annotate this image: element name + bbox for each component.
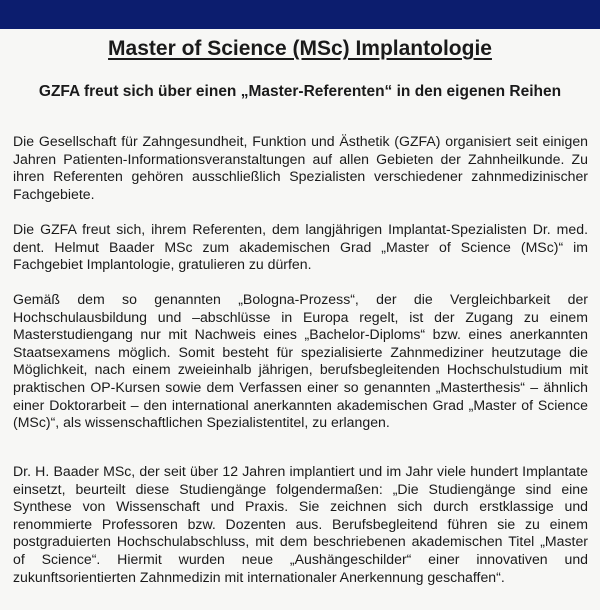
article-page [0, 29, 600, 610]
paragraph-baader-quote: Dr. H. Baader MSc, der seit über 12 Jahren implantiert und im Jahr viele hundert Implantate einsetzt, beurteilt diese Studiengänge folgendermaßen: „Die Studiengänge sind eine Synthese von Wissenschaft und Praxis. Sie zeichnen sich durch erstklassige und renommierte Professoren bzw. Dozenten aus. Berufsbegleitend führen sie zu einem postgraduierten Hochschulabschluss, mit dem beschriebenen akademischen Titel „Master of Science“. Hiermit wurden neue „Aushängeschilder“ einer innovativen und zukunftsorientierten Zahnmedizin mit internationaler Anerkennung geschaffen“. [13, 463, 588, 585]
paragraph-congratulations: Die GZFA freut sich, ihrem Referenten, dem langjährigen Implantat-Spezialisten Dr. med. dent. Helmut Baader MSc zum akademischen Grad „Master of Science (MSc)“ im Fachgebiet Implantologie, gratulieren zu dürfen. [13, 221, 588, 273]
paragraph-gzfa-intro: Die Gesellschaft für Zahngesundheit, Funktion und Ästhetik (GZFA) organisiert seit einigen Jahren Patienten-Informationsveranstaltungen auf allen Gebieten der Zahnheilkunde. Zu ihren Referenten gehören ausschließlich Spezialisten verschiedener zahnmedizinischer Fachgebiete. [13, 133, 588, 202]
top-banner-bar [0, 0, 600, 29]
article-subtitle: GZFA freut sich über einen „Master-Referenten“ in den eigenen Reihen [38, 83, 562, 100]
paragraph-bologna-process: Gemäß dem so genannten „Bologna-Prozess“, der die Vergleichbarkeit der Hochschulausbildung und –abschlüsse in Europa regelt, ist der Zugang zu einem Masterstudiengang nur mit Nachweis eines „Bachelor-Diploms“ bzw. eines anerkannten Staatsexamens möglich. Somit besteht für spezialisierte Zahnmediziner heutzutage die Möglichkeit, nach einem zweieinhalb jährigen, berufsbegleitenden Hochschulstudium mit praktischen OP-Kursen sowie dem Verfassen einer so genannten „Masterthesis“ – ähnlich einer Doktorarbeit – den international anerkannten akademischen Grad „Master of Science (MSc)“, als wissenschaftlichen Spezialistentitel, zu erlangen. [13, 291, 588, 431]
article-title: Master of Science (MSc) Implantologie [108, 37, 492, 60]
